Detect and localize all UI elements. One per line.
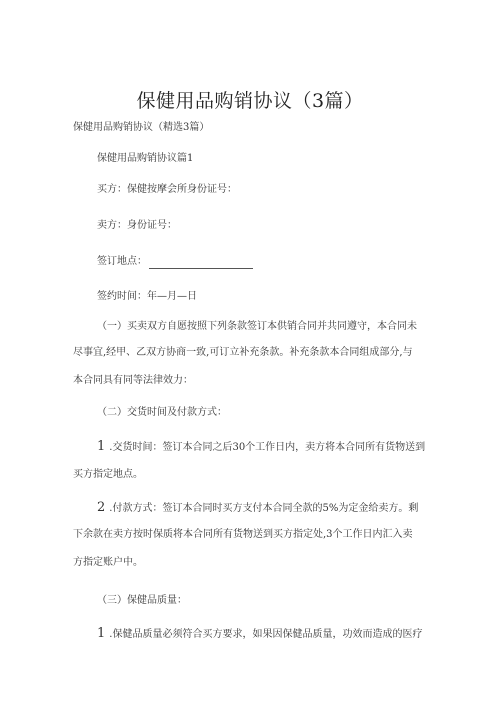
item2-line2: 下余款在卖方按时保质将本合同所有货物送到买方指定处,3个工作日内汇入卖	[73, 529, 413, 540]
item1-line1	[97, 440, 425, 455]
clause1-line3: 本合同具有同等法律效力：	[73, 375, 193, 386]
item1-number: 1	[97, 439, 106, 454]
item3-line1	[97, 627, 422, 642]
clause1-line2: 尽事宜,经甲、乙双方协商一致,可订立补充条款。补充条款本合同组成部分,与	[73, 347, 413, 358]
clause2-heading: （二）交货时间及付款方式：	[97, 407, 227, 418]
buyer-line: 买方：保健按摩会所身份证号：	[97, 184, 237, 195]
seller-line: 卖方：身份证号：	[97, 220, 177, 231]
signing-place-label: 签订地点：	[97, 256, 147, 267]
document-title: 保健用品购销协议（3篇）	[136, 90, 364, 112]
signing-time-line: 签约时间：年—月—日	[97, 291, 197, 302]
item2-number: 2	[97, 500, 106, 515]
signing-place-blank	[149, 258, 253, 269]
item1-line2: 买方指定地点。	[73, 469, 143, 480]
item2-line3: 方指定账户中。	[73, 557, 143, 568]
item2-text: .付款方式：签订本合同时买方支付本合同全款的5%为定金给卖方。剩	[109, 503, 419, 514]
item3-number: 1	[97, 626, 106, 641]
item3-text: .保健品质量必须符合买方要求，如果因保健品质量，功效而造成的医疗	[109, 629, 423, 640]
signing-place-line	[97, 255, 253, 269]
item1-text: .交货时间：签订本合同之后30个工作日内，卖方将本合同所有货物送到	[109, 442, 426, 453]
clause1-line1: （一）买卖双方自愿按照下列条款签订本供销合同并共同遵守，本合同未	[97, 321, 417, 332]
item2-line1	[97, 501, 418, 516]
section-heading: 保健用品购销协议篇1	[97, 153, 194, 164]
clause3-heading: （三）保健品质量：	[97, 595, 187, 606]
document-subtitle: 保健用品购销协议（精选3篇）	[73, 122, 210, 133]
